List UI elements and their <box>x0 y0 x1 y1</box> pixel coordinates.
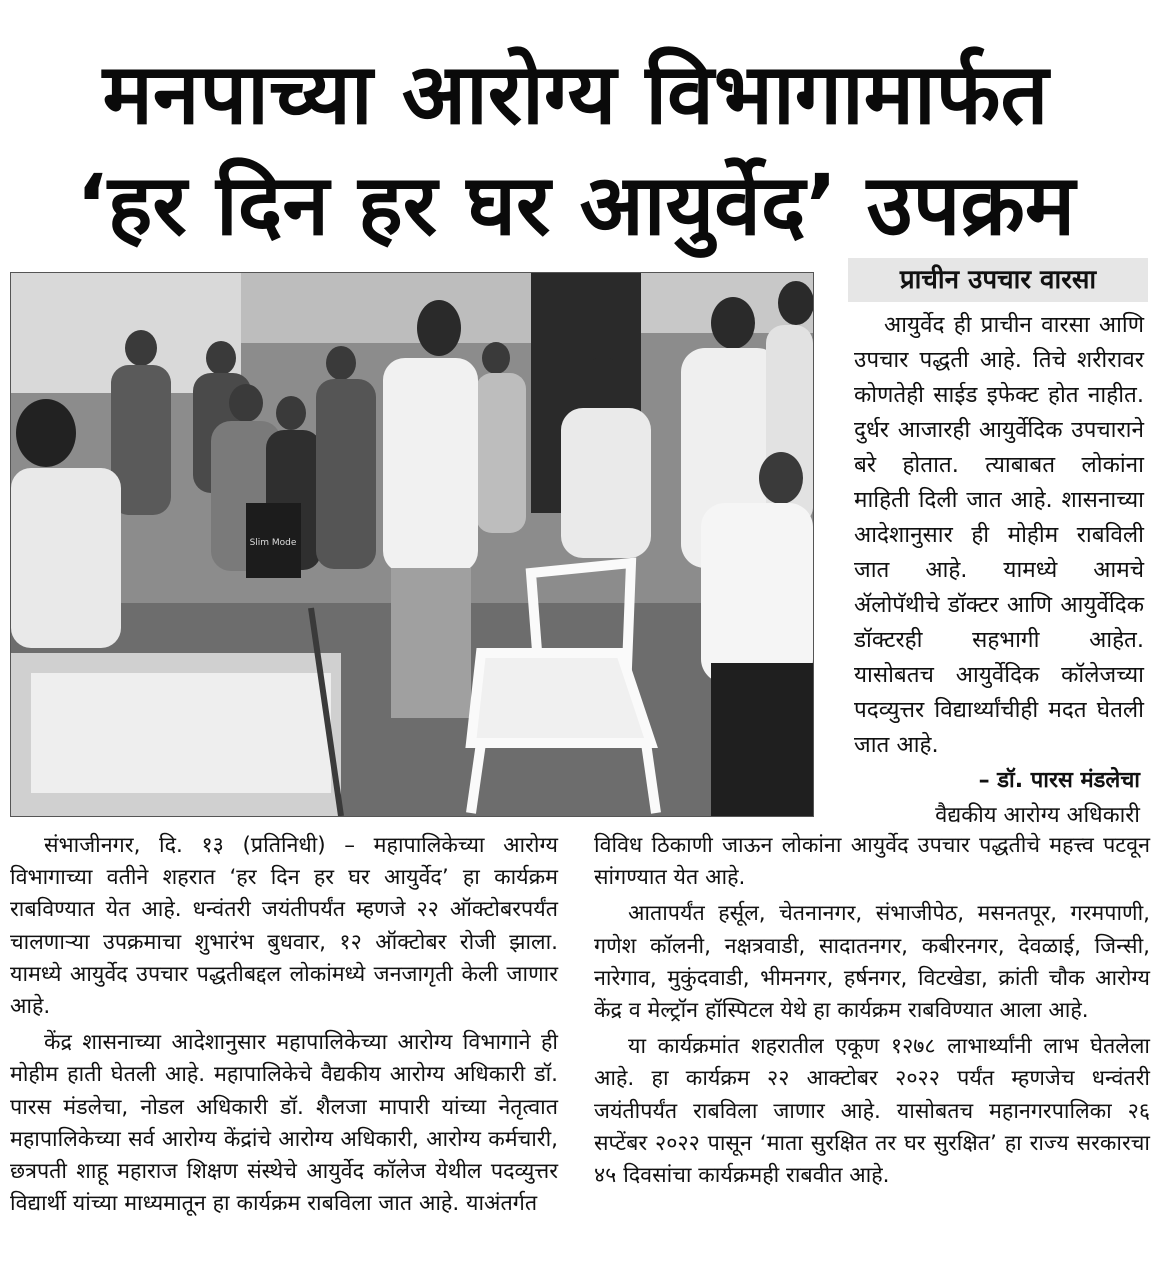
person-head <box>229 384 263 422</box>
person-head <box>581 357 625 409</box>
wall <box>241 273 541 343</box>
person-body <box>11 468 121 648</box>
person-body <box>476 373 526 533</box>
person-head <box>417 300 461 356</box>
article-paragraph: विविध ठिकाणी जाऊन लोकांना आयुर्वेद उपचार पद्धतीचे महत्त्व पटवून सांगण्यात येत आहे. <box>594 833 1150 891</box>
person-head <box>711 297 755 349</box>
article-column-2 <box>594 830 1150 1192</box>
person-head <box>759 452 803 504</box>
sidebar-box <box>848 258 1148 828</box>
article-column-1 <box>10 830 558 1220</box>
article-paragraph: संभाजीनगर, दि. १३ (प्रतिनिधी) – महापालिकेच्या आरोग्य विभागाच्या वतीने शहरात ‘हर दिन हर घर आयुर्वेद’ हा कार्यक्रम राबविण्यात येत आहे. धन्वंतरी जयंतीपर्यंत म्हणजे २२ ऑक्टोबरपर्यंत चालणाऱ्या उपक्रमाचा शुभारंभ बुधवार, १२ ऑक्टोबर रोजी झाला. यामध्ये आयुर्वेद उपचार पद्धतीबद्दल लोकांमध्ये जनजागृती केली जाणार आहे. <box>10 833 558 1020</box>
photo-illustration <box>11 273 813 816</box>
white-coat <box>701 503 813 683</box>
person-head <box>326 346 356 380</box>
news-photo <box>10 272 814 817</box>
dress <box>391 568 471 718</box>
person-head <box>778 281 813 325</box>
sidebar-quote-by: – डॉ. पारस मंडलेचा <box>978 768 1140 793</box>
person-head <box>16 399 76 467</box>
article-paragraph: या कार्यक्रमांत शहरातील एकूण १२७८ लाभार्थ्यांनी लाभ घेतलेला आहे. हा कार्यक्रम २२ आक्टोबर २०२२ पर्यंत म्हणजेच धन्वंतरी जयंतीपर्यंत राबविला जाणार आहे. यासोबतच महानगरपालिका २६ सप्टेंबर २०२२ पासून ‘माता सुरक्षित तर घर सुरक्षित’ हा राज्य सरकारचा ४५ दिवसांचा कार्यक्रमही राबवीत आहे. <box>594 1034 1150 1189</box>
chair-seat <box>471 653 651 743</box>
person-head <box>125 330 157 366</box>
dark-table <box>711 663 813 816</box>
white-coat <box>383 358 478 573</box>
article-paragraph: केंद्र शासनाच्या आदेशानुसार महापालिकेच्या आरोग्य विभागाने ही मोहीम हाती घेतली आहे. महापालिकेचे वैद्यकीय आरोग्य अधिकारी डॉ. पारस मंडलेचा, नोडल अधिकारी डॉ. शैलजा मापारी यांच्या नेतृत्वात महापालिकेच्या सर्व आरोग्य केंद्रांचे आरोग्य अधिकारी, आरोग्य कर्मचारी, छत्रपती शाहू महाराज शिक्षण संस्थेचे आयुर्वेद कॉलेज येथील पदव्युत्तर विद्यार्थी यांच्या माध्यमातून हा कार्यक्रम राबविला जात आहे. याअंतर्गत <box>10 1030 558 1217</box>
headline-line-2: ‘हर दिन हर घर आयुर्वेद’ उपक्रम <box>75 156 1076 254</box>
sidebar-designation: वैद्यकीय आरोग्य अधिकारी <box>935 803 1140 828</box>
sidebar-body: आयुर्वेद ही प्राचीन वारसा आणि उपचार पद्धती आहे. तिचे शरीरावर कोणतेही साईड इफेक्ट होत नाहीत. दुर्धर आजारही आयुर्वेदिक उपचाराने बरे होतात. त्याबाबत लोकांना माहिती दिली जात आहे. शासनाच्या आदेशानुसार ही मोहीम राबविली जात आहे. यामध्ये आमचे ॲलोपॅथीचे डॉक्टर आणि आयुर्वेदिक डॉक्टरही सहभागी आहेत. यासोबतच आयुर्वेदिक कॉलेजच्या पदव्युत्तर विद्यार्थ्यांचीही मदत घेतली जात आहे. <box>854 312 1144 758</box>
sidebar-title: प्राचीन उपचार वारसा <box>848 258 1148 302</box>
person-head <box>276 396 306 430</box>
headline-line-1: मनपाच्या आरोग्य विभागामार्फत <box>102 45 1049 143</box>
bed-sheet <box>31 673 331 793</box>
white-coat <box>561 408 651 558</box>
person-head <box>482 342 510 374</box>
bag-label: Slim Mode <box>249 538 297 548</box>
person-body <box>316 379 376 569</box>
doctor-standing <box>383 300 478 718</box>
article-paragraph: आतापर्यंत हर्सूल, चेतनानगर, संभाजीपेठ, मसनतपूर, गरमपाणी, गणेश कॉलनी, नक्षत्रवाडी, सादातनगर, कबीरनगर, देवळाई, जिन्सी, नारेगाव, मुकुंदवाडी, भीमनगर, हर्षनगर, विटखेडा, क्रांती चौक आरोग्य केंद्र व मेल्ट्रॉन हॉस्पिटल येथे हा कार्यक्रम राबविण्यात आला आहे. <box>594 901 1150 1024</box>
person-head <box>206 341 236 375</box>
